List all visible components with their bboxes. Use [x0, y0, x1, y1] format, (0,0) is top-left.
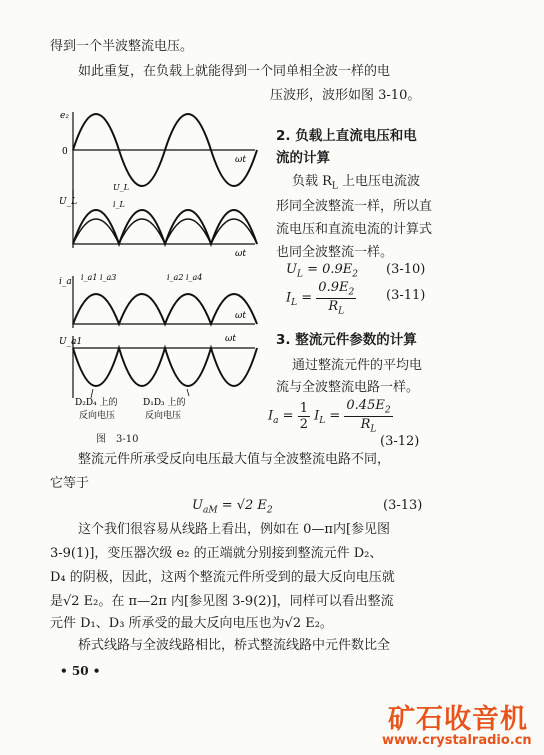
- equation-3-10-number: (3-10): [386, 262, 426, 277]
- panel1-xlabel: ωt: [235, 155, 246, 165]
- page-number: • 50 •: [60, 664, 101, 678]
- watermark-title: 矿石收音机: [388, 704, 528, 735]
- panel3-label-2: i_a2 i_a4: [167, 273, 203, 282]
- section-3-body-line-a: 通过整流元件的平均电: [292, 358, 423, 373]
- text-line-1: 得到一个半波整流电压。: [50, 39, 194, 54]
- panel2-xlabel: ωt: [235, 249, 246, 259]
- equation-3-11: $I_L$ = $\frac{0.9E_2}{R_L}$: [286, 280, 355, 317]
- note-d2d4-line1: D₂D₄ 上的: [75, 398, 118, 408]
- paragraph-3-line-c: D₄ 的阴极，因此，这两个整流元件所受到的最大反向电压就: [50, 570, 395, 585]
- panel3-ylabel: i_a: [59, 277, 72, 287]
- paragraph-3-line-a: 这个我们很容易从线路上看出，例如在 0—π内[参见图: [78, 522, 391, 537]
- panel4-xlabel: ωt: [225, 334, 236, 344]
- panel2-il-label: i_L: [113, 200, 125, 209]
- panel3-xlabel: ωt: [235, 311, 246, 321]
- section-2-heading-line-1: 2. 负载上直流电压和电: [276, 128, 417, 144]
- panel2-ul-label: U_L: [113, 183, 130, 192]
- section-2-body-line-a: 负载 $R_L$ 上电压电流波: [292, 174, 421, 192]
- equation-3-13: $U_{aM} = √2$ $E_2$: [192, 498, 273, 516]
- panel1-ylabel: e₂: [60, 111, 69, 121]
- equation-3-12-number: (3-12): [380, 434, 420, 449]
- panel1-zero: 0: [62, 147, 68, 157]
- watermark: [374, 695, 544, 755]
- paragraph-2-line-a: 整流元件所承受反向电压最大值与全波整流电路不同，: [78, 452, 391, 467]
- note-d1d3-line2: 反向电压: [145, 411, 182, 421]
- panel4-ylabel: U_a1: [59, 337, 83, 347]
- figure-3-10: [55, 100, 260, 440]
- equation-3-10: $U_L = 0.9E_2$: [286, 262, 359, 280]
- paragraph-1-line-b: 压波形，波形如图 3-10。: [270, 88, 421, 103]
- equation-3-13-number: (3-13): [383, 498, 423, 513]
- panel2-ylabel: U_L: [59, 197, 78, 207]
- note-d2d4-line2: 反向电压: [79, 411, 116, 421]
- panel-ia: [59, 273, 257, 328]
- panel-ua1: [59, 334, 257, 421]
- equation-3-11-number: (3-11): [386, 288, 426, 303]
- section-2-heading-line-2: 流的计算: [276, 150, 330, 166]
- paragraph-3-line-b: 3-9(1)]，变压器次级 e₂ 的正端就分别接到整流元件 D₂、: [50, 546, 383, 561]
- section-2-body-line-b: 形同全波整流一样，所以直: [276, 199, 433, 214]
- equation-3-12: $I_a$ = $\frac{1}{2}$ $I_L$ = $\frac{0.45E_2}{R_L}$: [268, 398, 391, 435]
- figure-caption: 图 3-10: [96, 434, 139, 445]
- note-d1d3-line1: D₁D₃ 上的: [143, 398, 186, 408]
- watermark-url: www.crystalradio.cn: [382, 733, 532, 748]
- panel-ul-il: [59, 183, 257, 259]
- paragraph-4: 桥式线路与全波线路相比，桥式整流线路中元件数比全: [78, 638, 391, 653]
- paragraph-3-line-d: 是√2 E₂。在 π—2π 内[参见图 3-9(2)]，同样可以看出整流: [50, 594, 394, 609]
- section-2-body-line-c: 流电压和直流电流的计算式: [276, 222, 433, 237]
- paragraph-1-line-a: 如此重复，在负载上就能得到一个同单相全波一样的电: [78, 64, 391, 79]
- paragraph-2-line-b: 它等于: [50, 476, 90, 491]
- panel-e2: [60, 111, 257, 196]
- paragraph-3-line-e: 元件 D₁、D₃ 所承受的最大反向电压也为√2 E₂。: [50, 616, 333, 631]
- section-3-body-line-b: 流与全波整流电路一样。: [276, 380, 420, 395]
- section-3-heading: 3. 整流元件参数的计算: [276, 332, 417, 348]
- section-2-body-line-d: 也同全波整流一样。: [276, 245, 394, 260]
- panel3-label-1: i_a1 i_a3: [81, 273, 117, 282]
